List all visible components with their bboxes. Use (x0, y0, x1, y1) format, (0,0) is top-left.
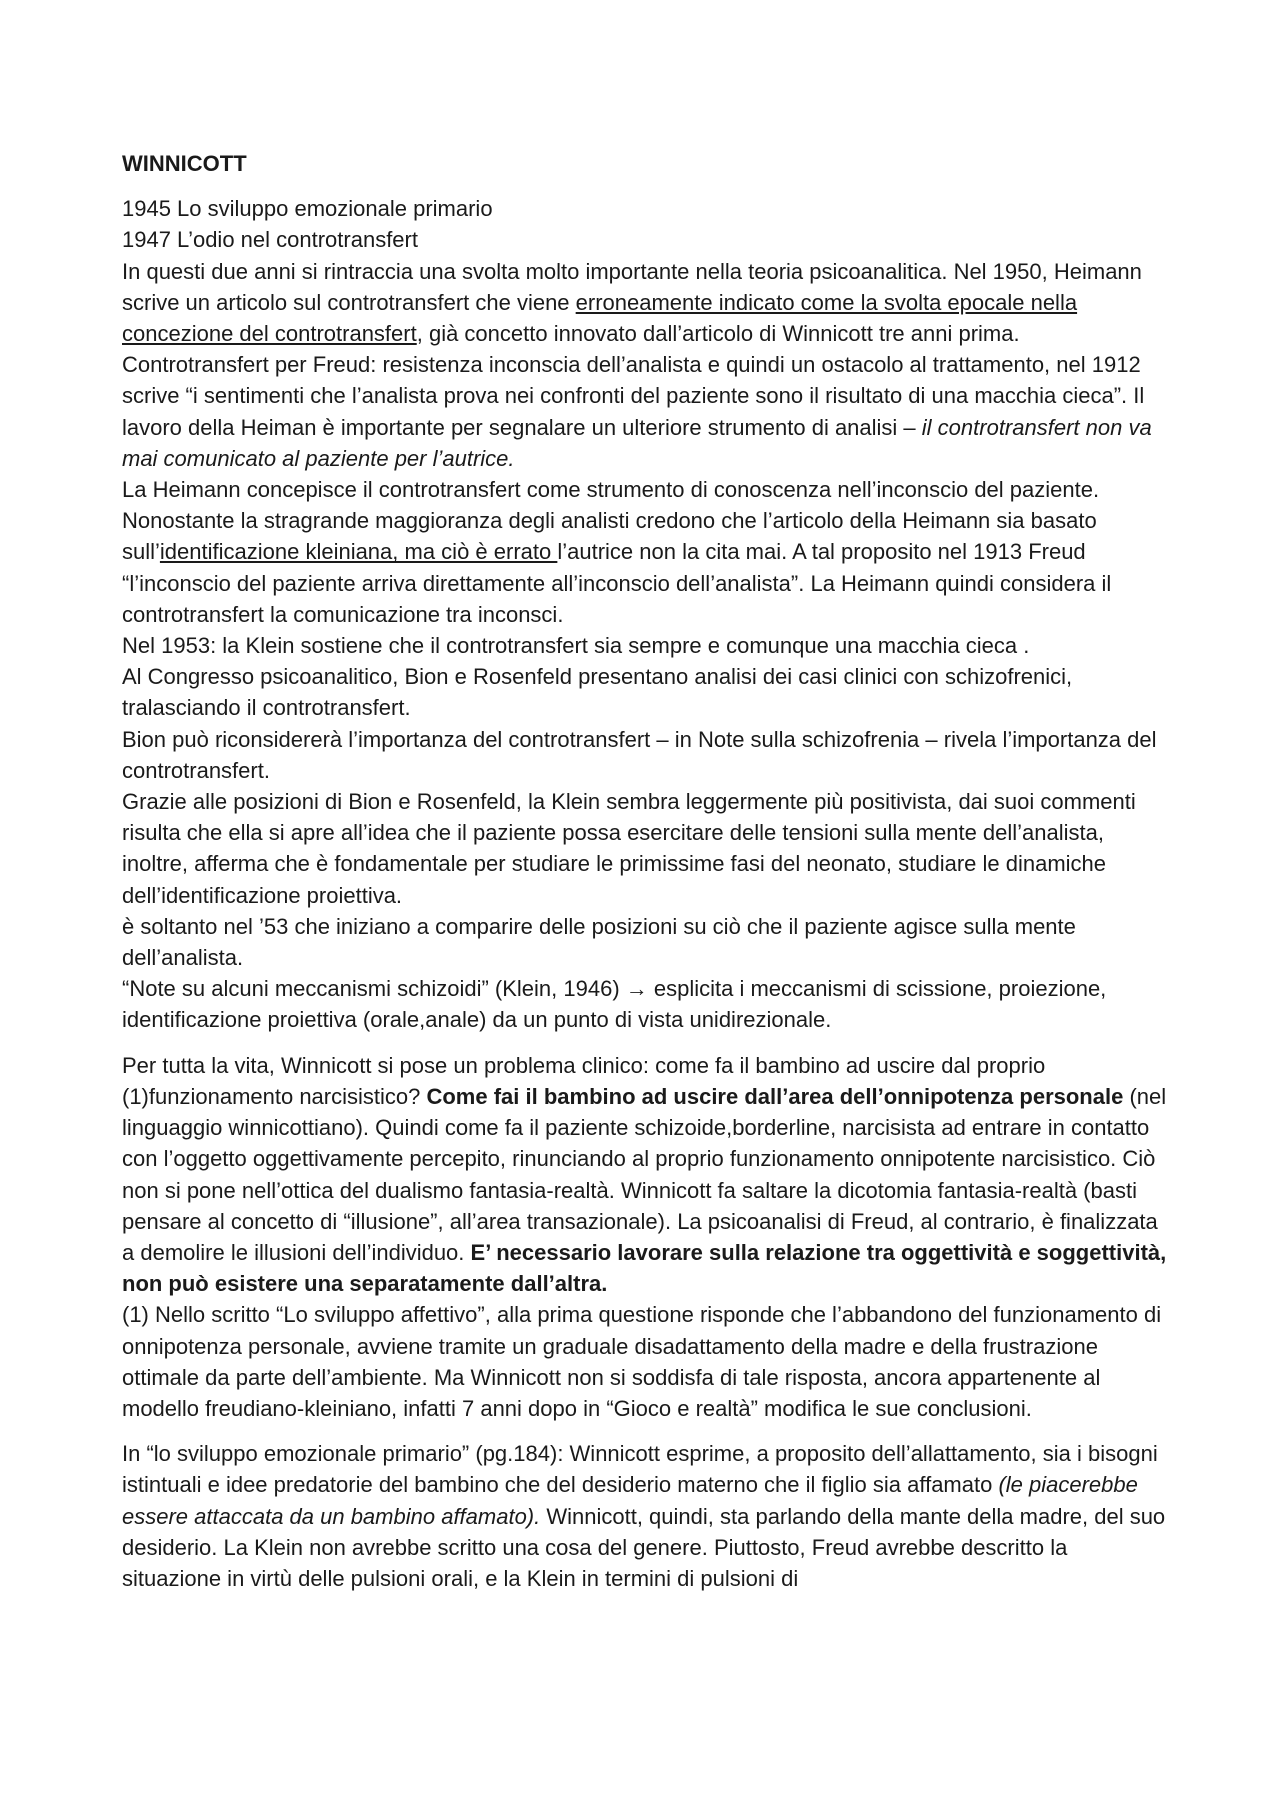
italic-text: (le piacerebbe essere attaccata da un bambino affamato). (122, 1472, 1138, 1529)
document-page (122, 148, 1167, 1594)
paragraph-sviluppo-emozionale (122, 1438, 1167, 1594)
italic-text: il controtransfert non va mai comunicato al paziente per l’autrice. (122, 414, 1152, 471)
text-run: In questi due anni si rintraccia una svolta molto importante nella teoria psicoanalitica. Nel 1950, Heimann scrive un articolo sul controtransfert che viene (122, 258, 1142, 315)
bold-text: E’ necessario lavorare sulla relazione tra oggettività e soggettività, non può esistere una separatamente dall’altra. (122, 1239, 1167, 1297)
text-run: esplicita i meccanismi di scissione, proiezione, identificazione proiettiva (orale,anale) da un punto di vista unidirezionale. (122, 976, 1107, 1033)
text-run: Winnicott, quindi, sta parlando della mante della madre, del suo desiderio. La Klein non avrebbe scritto una cosa del genere. Piuttosto, Freud avrebbe descritto la situazione in virtù delle pulsioni orali, e la Klein in termini di pulsioni di (122, 1503, 1166, 1591)
paragraph-sviluppo-affettivo: (1) Nello scritto “Lo sviluppo affettivo”, alla prima questione risponde che l’abbandono del funzionamento di onnipotenza personale, avviene tramite un graduale disadattamento della madre e della frustrazione ottimale da parte dell’ambiente. Ma Winnicott non si soddisfa di tale risposta, ancora appartenente al modello freudiano-kleiniano, infatti 7 anni dopo in “Gioco e realtà” modifica le sue conclusioni. (122, 1302, 1162, 1421)
text-run: l’autrice non la cita mai. A tal proposito nel 1913 Freud “l’inconscio del paziente arriva direttamente all’inconscio dell’analista”. La Heimann quindi considera il controtransfert la comunicazione tra inconsci. (122, 539, 1112, 627)
arrow-right-icon: → (625, 976, 648, 1002)
paragraph-bion: Bion può riconsidererà l’importanza del controtransfert – in Note sulla schizofrenia – rivela l’importanza del controtransfert. (122, 726, 1157, 783)
bold-text: Come fai il bambino ad uscire dall’area dell’onnipotenza personale (426, 1083, 1124, 1109)
document-title: WINNICOTT (122, 151, 247, 176)
title-line-1945: 1945 Lo sviluppo emozionale primario (122, 196, 493, 222)
paragraph-problema-clinico (122, 1050, 1167, 1300)
text-run: “Note su alcuni meccanismi schizoidi” (Klein, 1946) (122, 976, 626, 1002)
text-run: Per tutta la vita, Winnicott si pose un problema clinico: come fa il bambino ad uscire dal proprio (1)funzionamento narcisistico? (122, 1052, 1046, 1109)
title-line-1947: 1947 L’odio nel controtransfert (122, 227, 418, 253)
paragraph-heimann-concept (122, 474, 1167, 630)
paragraph-heimann-1950 (122, 256, 1167, 474)
paragraph-klein-positivista: Grazie alle posizioni di Bion e Rosenfeld, la Klein sembra leggermente più positivista, dai suoi commenti risulta che ella si apre all’idea che il paziente possa esercitare delle tensioni sulla mente dell’analista, inoltre, afferma che è fondamentale per studiare le primissime fasi del neonato, studiare le dinamiche dell’identificazione proiettiva. (122, 789, 1136, 908)
underlined-text: identificazione kleiniana, ma ciò è errato (159, 539, 558, 565)
paragraph-meccanismi-schizoidi (122, 973, 1167, 1035)
text-run: (nel linguaggio winnicottiano). Quindi come fa il paziente schizoide,borderline, narcisista ad entrare in contatto con l’oggetto oggettivamente percepito, rinunciando al proprio funzionamento onnipotente narcisistico. Ciò non si pone nell’ottica del dualismo fantasia-realtà. Winnicott fa saltare la dicotomia fantasia-realtà (basti pensare al concetto di “illusione”, all’area transazionale). La psicoanalisi di Freud, al contrario, è finalizzata a demolire le illusioni dell’individuo. (122, 1083, 1167, 1265)
paragraph-53: è soltanto nel ’53 che iniziano a comparire delle posizioni su ciò che il paziente agisce sulla mente dell’analista. (122, 913, 1076, 971)
text-run: , già concetto innovato dall’articolo di Winnicott tre anni prima. Controtransfert per Freud: resistenza inconscia dell’analista e quindi un ostacolo al trattamento, nel 1912 scrive “i sentimenti che l’analista prova nei confronti del paziente sono il risultato di una macchia cieca”. Il lavoro della Heiman è importante per segnalare un ulteriore strumento di analisi – (122, 321, 1145, 440)
text-run: La Heimann concepisce il controtransfert come strumento di conoscenza nell’inconscio del paziente. Nonostante la stragrande maggioranza degli analisti credono che l’articolo della Heimann sia basato sull’ (122, 477, 1100, 565)
paragraph-congresso: Al Congresso psicoanalitico, Bion e Rosenfeld presentano analisi dei casi clinici con schizofrenici, tralasciando il controtransfert. (122, 664, 1073, 721)
paragraph-klein-1953: Nel 1953: la Klein sostiene che il controtransfert sia sempre e comunque una macchia cieca . (122, 633, 1030, 659)
text-run: In “lo sviluppo emozionale primario” (pg.184): Winnicott esprime, a proposito dell’allattamento, sia i bisogni istintuali e idee predatorie del bambino che del desiderio materno che il figlio sia affamato (122, 1441, 1158, 1498)
underlined-text: erroneamente indicato come la svolta epocale nella concezione del controtransfert (122, 289, 1078, 347)
